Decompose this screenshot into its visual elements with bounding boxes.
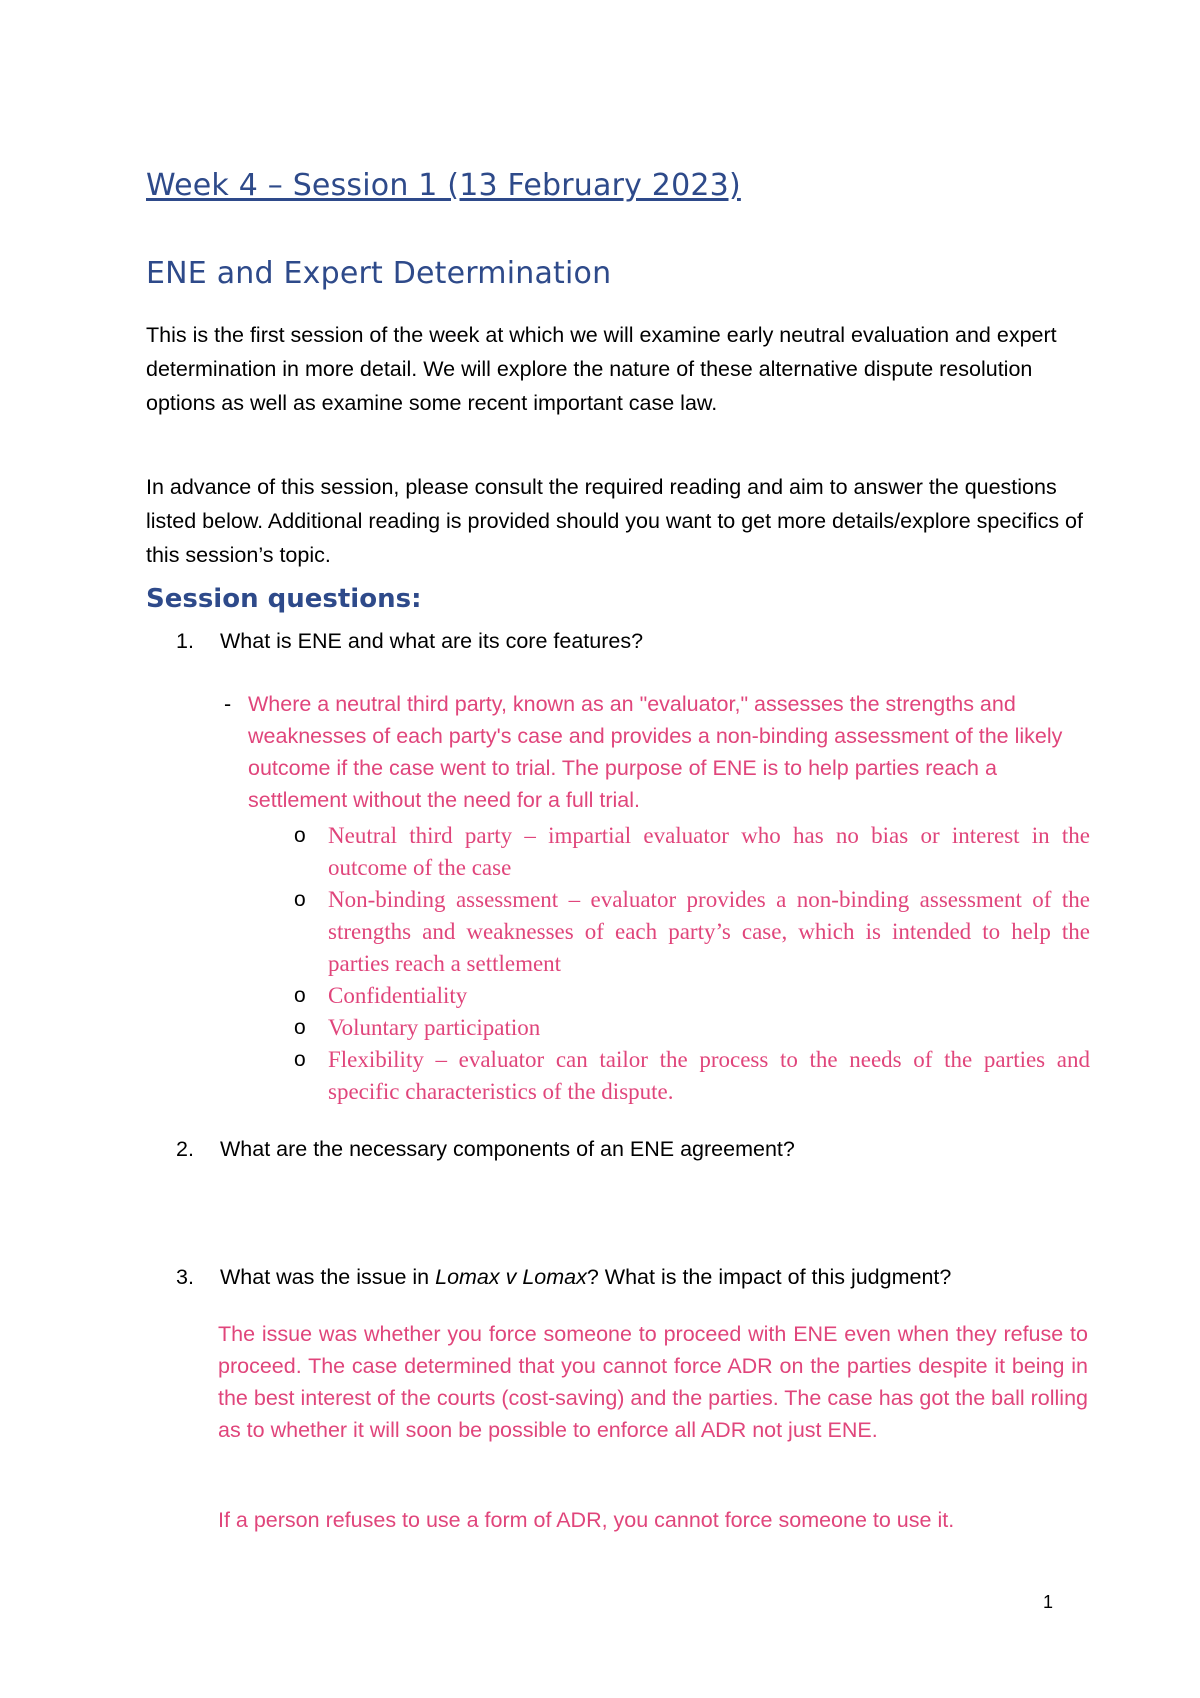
question-3-text-end: ? What is the impact of this judgment? — [586, 1265, 952, 1289]
case-name: Lomax v Lomax — [435, 1265, 587, 1289]
circle-bullet-icon: o — [294, 984, 306, 1007]
question-1-number: 1. — [176, 629, 194, 653]
question-3-number: 3. — [176, 1265, 194, 1289]
q1-answer-text: Where a neutral third party, known as an "evaluator," assesses the strengths and weaknesses of each party's case and provides a non-binding assessment of the likely outcome if the case went to trial. The purpose of ENE is to help parties reach a settlement without the need for a full trial. — [248, 692, 1063, 812]
list-item — [294, 820, 1090, 884]
circle-bullet-icon: o — [294, 888, 306, 911]
feature-text: Neutral third party – impartial evaluator who has no bias or interest in the outcome of the case — [328, 823, 1090, 880]
circle-bullet-icon: o — [294, 1016, 306, 1039]
question-1-text: What is ENE and what are its core features? — [220, 629, 644, 653]
list-item — [294, 1012, 1090, 1044]
ene-features-list — [294, 820, 1090, 1108]
list-item — [294, 1044, 1090, 1108]
q3-answer-paragraph-2: If a person refuses to use a form of ADR, you cannot force someone to use it. — [218, 1508, 955, 1532]
question-3-text — [220, 1262, 951, 1292]
dash-bullet: - — [224, 692, 232, 716]
intro-paragraph-2: In advance of this session, please consult the required reading and aim to answer the questions listed below. Additional reading is provided should you want to get more details/explore specifics of this session’s topic. — [146, 475, 1083, 567]
q1-answer-definition — [224, 688, 1088, 816]
page-title: Week 4 – Session 1 (13 February 2023) — [146, 168, 741, 203]
q3-answer-paragraph-1: The issue was whether you force someone to proceed with ENE even when they refuse to proceed. The case determined that you cannot force ADR on the parties despite it being in the best interest of the courts (cost-saving) and the parties. The case has got the ball rolling as to whether it will soon be possible to enforce all ADR not just ENE. — [218, 1322, 1088, 1442]
session-questions-heading: Session questions: — [146, 584, 422, 614]
circle-bullet-icon: o — [294, 824, 306, 847]
page-subtitle: ENE and Expert Determination — [146, 256, 612, 291]
intro-paragraph-1: This is the first session of the week at which we will examine early neutral evaluation and expert determination in more detail. We will explore the nature of these alternative dispute resolution options as well as examine some recent important case law. — [146, 323, 1057, 415]
page-number: 1 — [1043, 1592, 1054, 1612]
question-2-number: 2. — [176, 1137, 194, 1161]
list-item — [294, 980, 1090, 1012]
feature-text: Voluntary participation — [328, 1015, 541, 1040]
question-2-text: What are the necessary components of an ENE agreement? — [220, 1137, 795, 1161]
feature-text: Flexibility – evaluator can tailor the process to the needs of the parties and specific characteristics of the dispute. — [328, 1047, 1090, 1104]
list-item — [294, 884, 1090, 980]
question-3-text-start: What was the issue in — [220, 1265, 436, 1289]
feature-text: Confidentiality — [328, 983, 468, 1008]
feature-text: Non-binding assessment – evaluator provides a non-binding assessment of the strengths and weaknesses of each party’s case, which is intended to help the parties reach a settlement — [328, 887, 1090, 976]
circle-bullet-icon: o — [294, 1048, 306, 1071]
